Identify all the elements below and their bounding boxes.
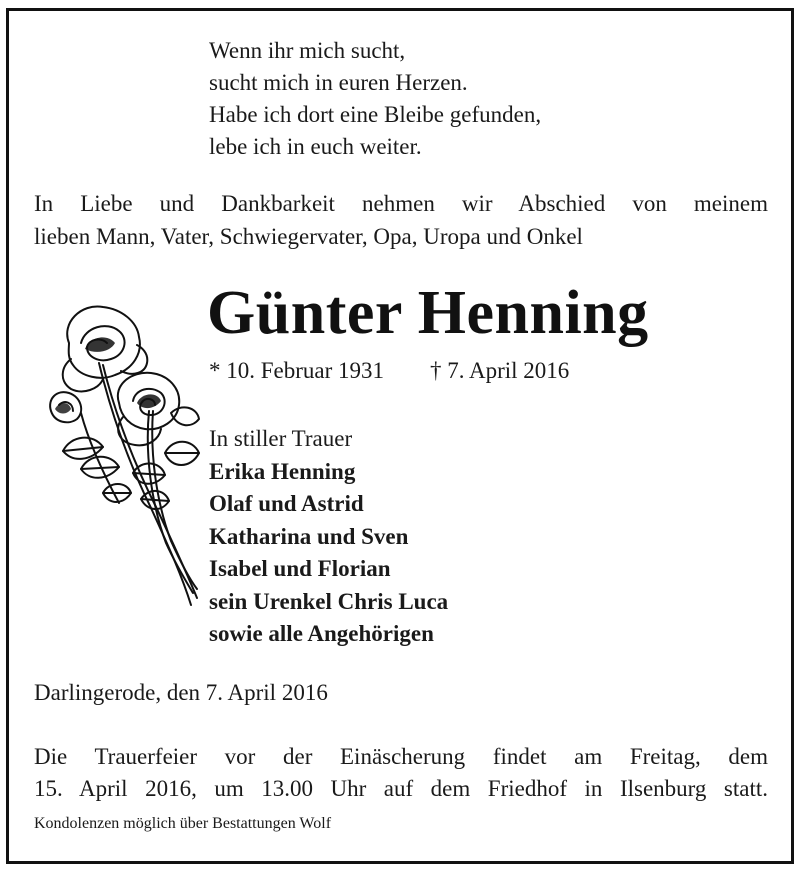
birth-date: * 10. Februar 1931 <box>209 358 385 383</box>
funeral-line: 15. April 2016, um 13.00 Uhr auf dem Friedhof in Ilsenburg statt. <box>34 776 768 801</box>
poem <box>209 35 541 163</box>
life-dates <box>209 355 569 387</box>
mourner-name: sein Urenkel Chris Luca <box>209 588 449 614</box>
rose-icon <box>41 293 211 623</box>
poem-line: lebe ich in euch weiter. <box>209 134 422 159</box>
deceased-name: Günter Henning <box>207 279 649 347</box>
place-date: Darlingerode, den 7. April 2016 <box>34 680 328 705</box>
poem-line: Habe ich dort eine Bleibe gefunden, <box>209 102 542 127</box>
mourner-name: Isabel und Florian <box>209 556 391 581</box>
intro-line: In Liebe und Dankbarkeit nehmen wir Abschied von meinem <box>34 191 768 216</box>
poem-line: sucht mich in euren Herzen. <box>209 70 468 95</box>
death-date: † 7. April 2016 <box>430 358 570 383</box>
funeral-notice <box>34 741 768 805</box>
condolence-note: Kondolenzen möglich über Bestattungen Wolf <box>34 815 332 832</box>
mourner-name: sowie alle Angehörigen <box>209 621 434 646</box>
mourner-name: Erika Henning <box>209 458 356 484</box>
mourner-name: Katharina und Sven <box>209 523 409 549</box>
obituary-frame <box>6 8 794 864</box>
mourners-block <box>209 423 448 651</box>
funeral-line: Die Trauerfeier vor der Einäscherung findet am Freitag, dem <box>34 744 768 769</box>
poem-line: Wenn ihr mich sucht, <box>209 38 406 63</box>
intro-line: lieben Mann, Vater, Schwiegervater, Opa, Uropa und Onkel <box>34 224 583 249</box>
mourners-heading: In stiller Trauer <box>209 426 353 451</box>
intro-text <box>34 187 768 253</box>
mourner-name: Olaf und Astrid <box>209 491 364 516</box>
